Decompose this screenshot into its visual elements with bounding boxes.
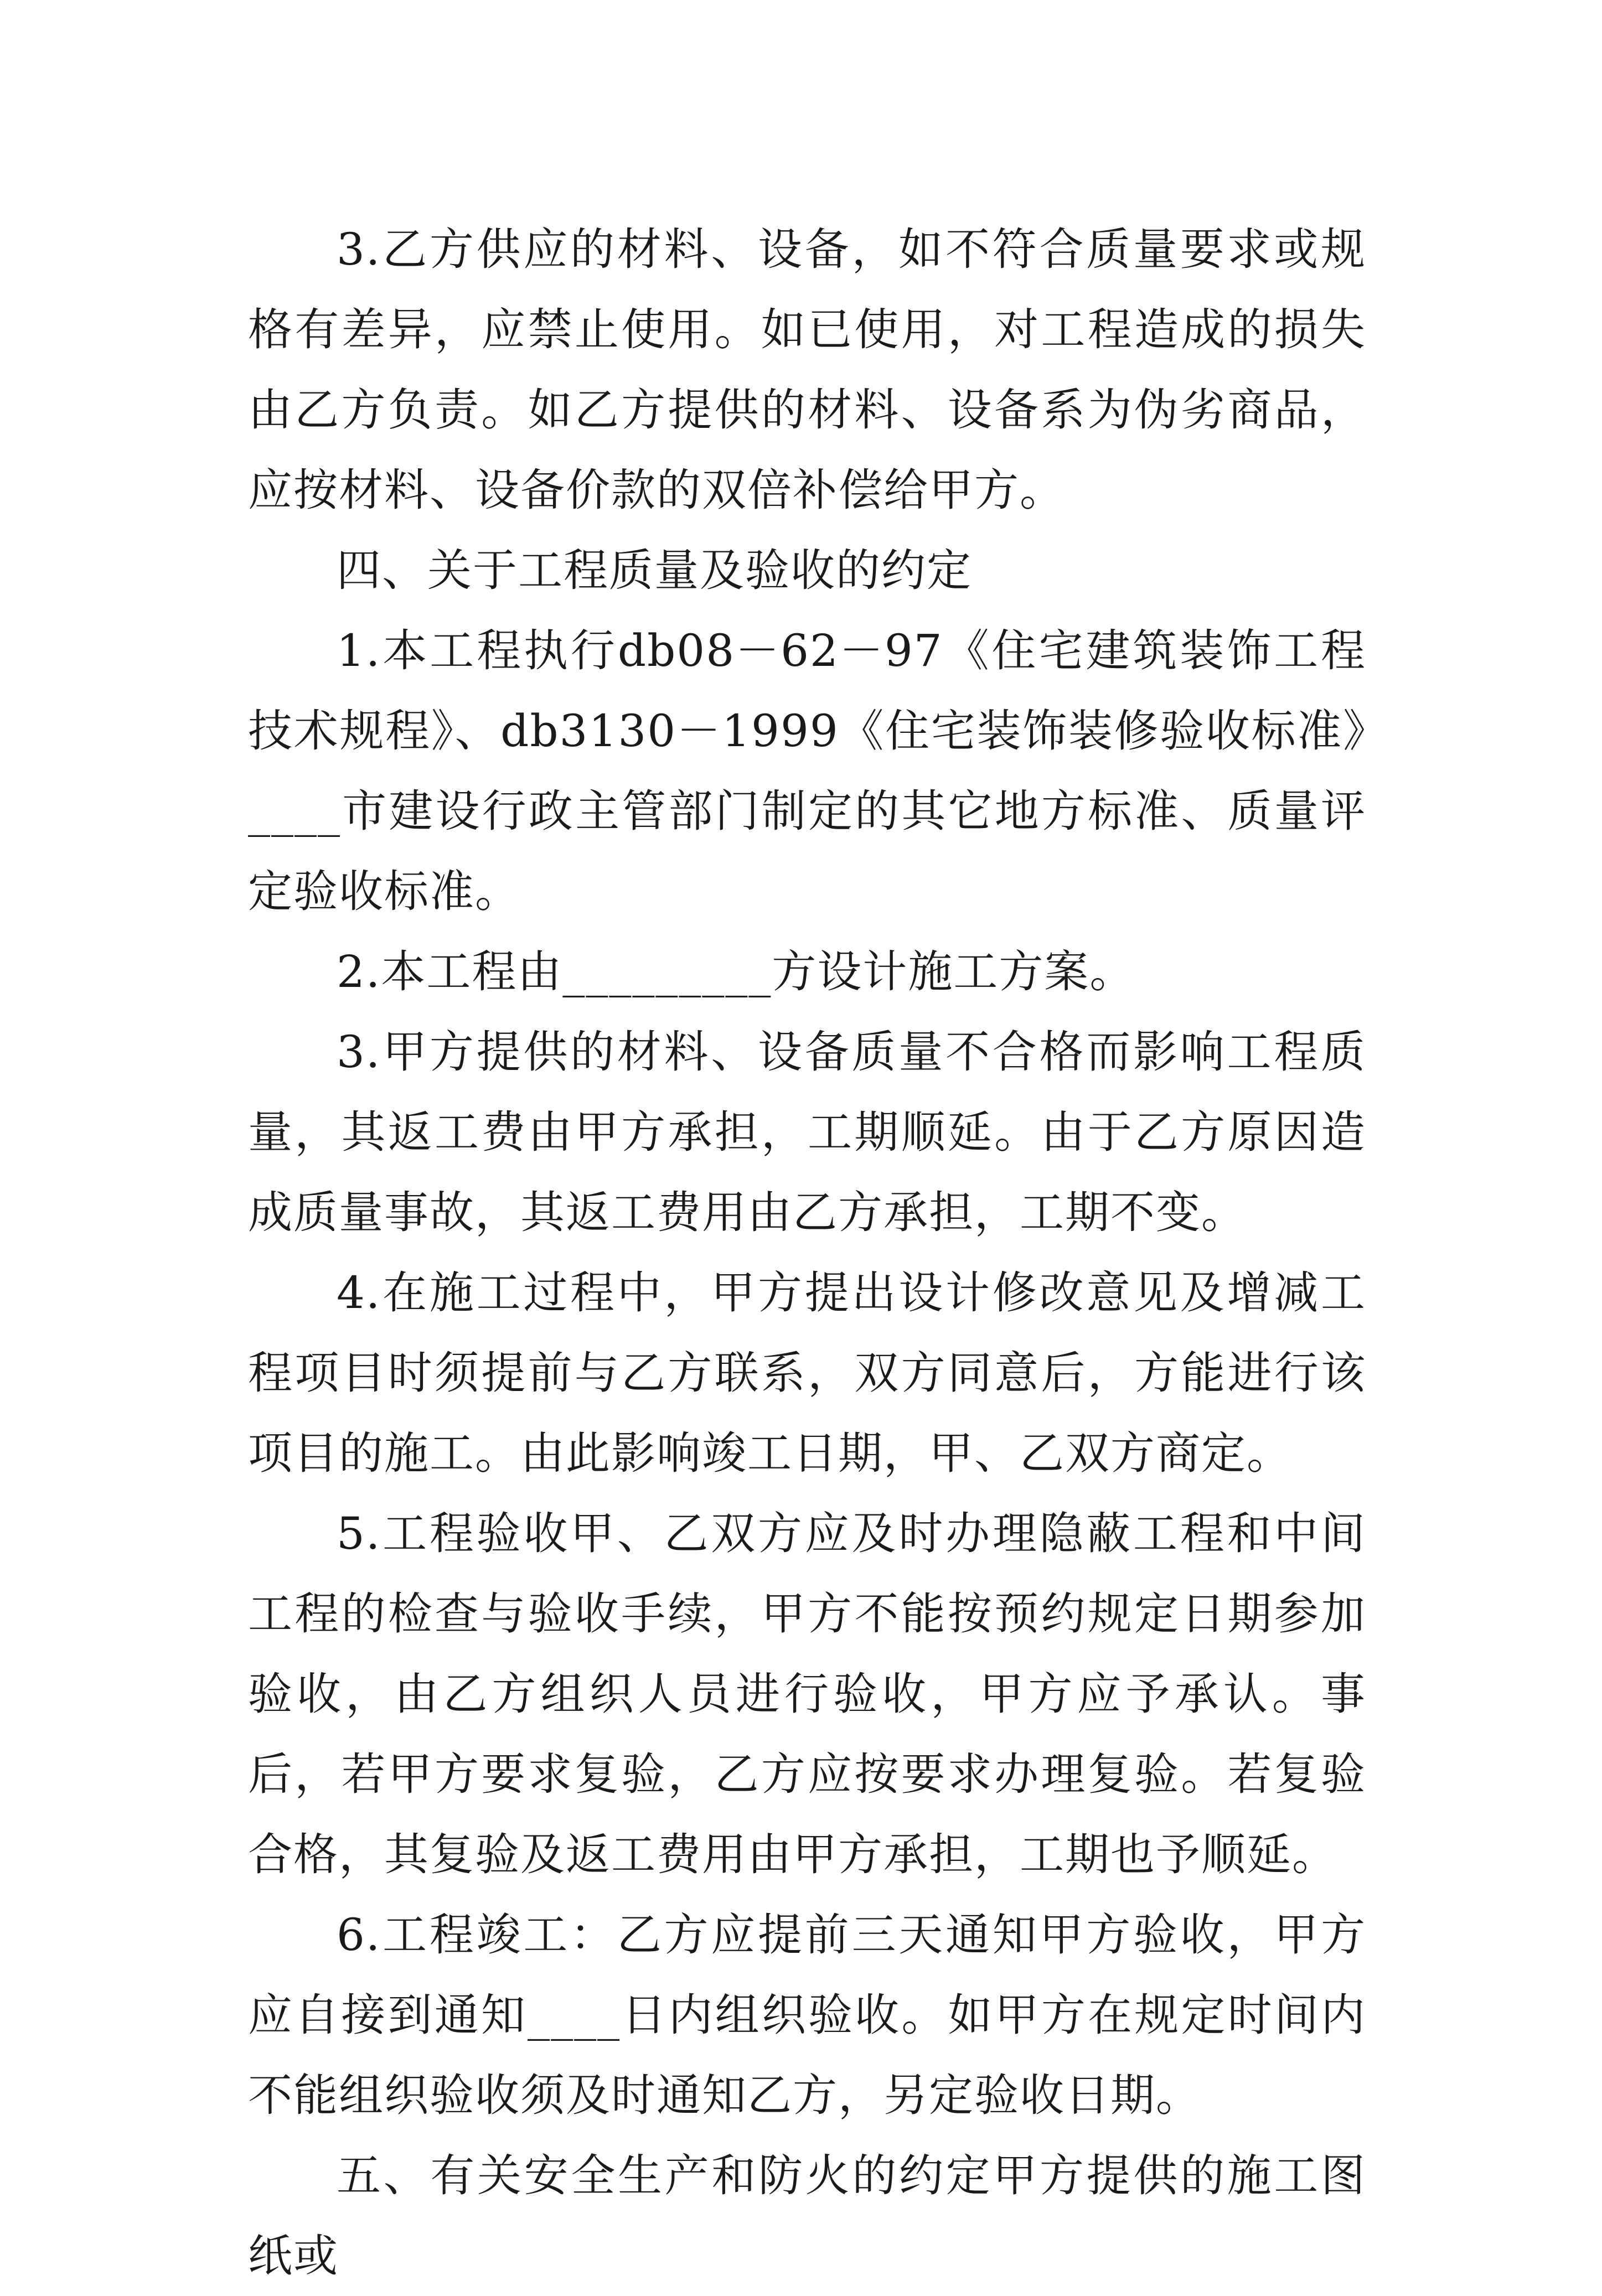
paragraph-completion: 6.工程竣工：乙方应提前三天通知甲方验收，甲方应自接到通知____日内组织验收。如甲方在规定时间内不能组织验收须及时通知乙方，另定验收日期。: [248, 1909, 1366, 2121]
paragraph-material-quality: 3.乙方供应的材料、设备，如不符合质量要求或规格有差异，应禁止使用。如已使用，对工程造成的损失由乙方负责。如乙方提供的材料、设备系为伪劣商品，应按材料、设备价款的双倍补偿给甲方。: [248, 224, 1366, 516]
paragraph-design-plan: 2.本工程由_________方设计施工方案。: [337, 946, 1135, 997]
section-heading-quality-acceptance: 四、关于工程质量及验收的约定: [337, 545, 972, 596]
paragraph-material-defects: 3.甲方提供的材料、设备质量不合格而影响工程质量，其返工费由甲方承担，工期顺延。由于乙方原因造成质量事故，其返工费用由乙方承担，工期不变。: [248, 1026, 1366, 1238]
paragraph-standards: 1.本工程执行db08－62－97《住宅建筑装饰工程技术规程》、db3130－1999《住宅装饰装修验收标准》____市建设行政主管部门制定的其它地方标准、质量评定验收标准。: [248, 625, 1366, 917]
section-heading-safety: 五、有关安全生产和防火的约定甲方提供的施工图纸或: [248, 2150, 1366, 2282]
document-body: [248, 209, 1366, 2296]
paragraph-design-changes: 4.在施工过程中，甲方提出设计修改意见及增减工程项目时须提前与乙方联系，双方同意后，方能进行该项目的施工。由此影响竣工日期，甲、乙双方商定。: [248, 1267, 1366, 1479]
paragraph-inspection: 5.工程验收甲、乙双方应及时办理隐蔽工程和中间工程的检查与验收手续，甲方不能按预约规定日期参加验收，由乙方组织人员进行验收，甲方应予承认。事后，若甲方要求复验，乙方应按要求办理复验。若复验合格，其复验及返工费用由甲方承担，工期也予顺延。: [248, 1508, 1366, 1880]
